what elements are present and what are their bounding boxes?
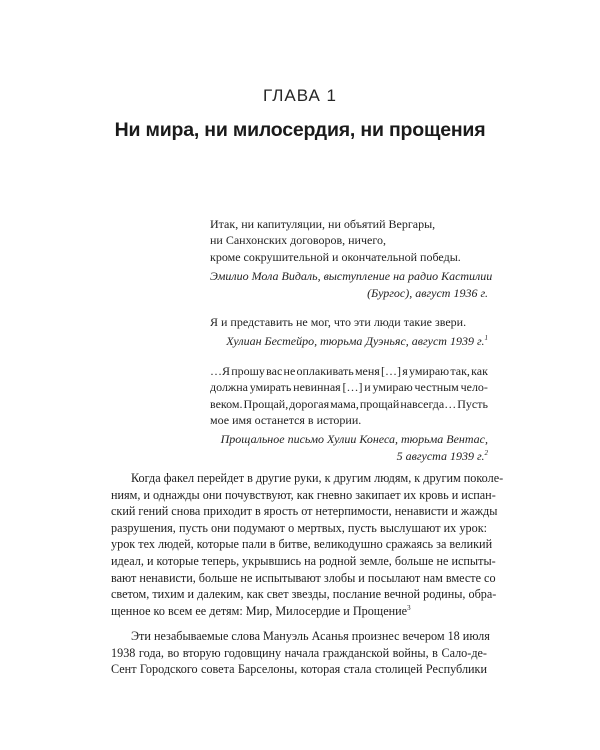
quote-line: разрушения, пусть они подумают о мертвых, пусть выслушают их урок: [111, 520, 487, 535]
epigraph-line: кроме сокрушительной и окончательной победы. [210, 249, 461, 264]
attribution-line: (Бургос), август 1936 г. [367, 285, 488, 300]
epigraph-attribution [210, 431, 488, 464]
footnote-marker: 3 [407, 603, 411, 612]
word: оплакивать [296, 363, 354, 378]
quote-line: светом, тихим и далеким, как свет звезды, послание вечной родины, обра- [111, 587, 497, 602]
chapter-label: ГЛАВА 1 [262, 86, 338, 105]
epigraph-line: Итак, ни капитуляции, ни объятий Вергары, [210, 217, 436, 231]
word: прошу [231, 363, 265, 378]
word: Прощай, [243, 396, 289, 411]
word: веком. [210, 396, 243, 411]
word: Пусть [457, 396, 488, 411]
word: должна [210, 380, 248, 395]
quote-line-text: щенное ко всем ее детям: Мир, Милосердие и Прощение [111, 603, 408, 618]
azana-quote [111, 470, 504, 619]
word: чело- [460, 380, 488, 395]
word: …Я [210, 363, 231, 378]
attribution-text: 5 августа 1939 г. [396, 448, 485, 463]
word: вас [266, 363, 283, 378]
word: умираю [372, 380, 413, 395]
attribution-line [210, 448, 488, 464]
quote-line: урок тех людей, которые пали в битве, великодушно сражаясь за великий [111, 537, 493, 552]
epigraph-3 [210, 363, 488, 464]
word: так, [450, 363, 470, 378]
word: прощай [359, 396, 400, 411]
epigraph-line: Я и представить не мог, что эти люди такие звери. [210, 315, 467, 330]
word: умираю [409, 363, 450, 378]
word: […] [381, 363, 402, 378]
quote-line: Когда факел перейдет в другие руки, к другим людям, к другим поколе- [131, 471, 504, 485]
word: невинная [293, 380, 341, 395]
attribution-line: Эмилио Мола Видаль, выступление на радио Кастилии [210, 269, 493, 284]
word: меня [354, 363, 380, 378]
quote-line: идеал, и которые теперь, укрывшись на родной земле, больше не испыты- [111, 553, 496, 568]
epigraph-line: ни Санхонских договоров, ничего, [210, 233, 386, 248]
attribution-line: Прощальное письмо Хулии Конеса, тюрьма Вентас, [220, 432, 488, 447]
epigraph-attribution [210, 268, 493, 301]
word: честным [414, 380, 459, 395]
attribution-line [210, 333, 488, 349]
epigraphs [210, 216, 493, 464]
word: как [471, 363, 488, 378]
word: и [364, 380, 371, 395]
epigraph-text [210, 363, 488, 429]
quote-line: вают ненависти, больше не испытывают злобы и посылают нам вместе со [111, 570, 496, 585]
word: дорогая [289, 396, 330, 411]
epigraph-text [210, 314, 488, 330]
chapter-title: Ни мира, ни милосердия, ни прощения [114, 119, 486, 141]
footnote-marker: 1 [484, 334, 488, 343]
paragraph-line: Эти незабываемые слова Мануэль Асанья произнес вечером 18 июля [131, 629, 490, 643]
epigraph-line [210, 363, 488, 379]
quote-line: ниям, и однажды они почувствуют, как гневно закипает их кровь и испан- [111, 487, 496, 502]
word: умирать [249, 380, 292, 395]
epigraph-attribution [210, 333, 488, 349]
paragraph-line: Сент Городского совета Барселоны, которая стала столицей Республики [111, 662, 487, 677]
epigraph-line [210, 379, 488, 395]
epigraph-1 [210, 216, 493, 301]
epigraph-text [210, 216, 488, 265]
attribution-text: Хулиан Бестейро, тюрьма Дуэньяс, август 1939 г. [226, 334, 485, 349]
quote-line [111, 603, 487, 620]
epigraph-line: мое имя останется в истории. [210, 413, 362, 428]
word: не [283, 363, 296, 378]
epigraph-line [210, 396, 488, 412]
word: мама, [330, 396, 359, 411]
quote-line: ский гений снова приходит в ярость от нетерпимости, ненависти и жажды [111, 504, 498, 519]
word: навсегда… [400, 396, 457, 411]
body-paragraph [111, 628, 490, 678]
footnote-marker: 2 [484, 448, 488, 457]
word: […] [342, 380, 363, 395]
paragraph-line: 1938 года, во вторую годовщину начала гражданской войны, в Сало-де- [111, 645, 487, 660]
word: я [402, 363, 408, 378]
epigraph-2 [210, 314, 488, 350]
